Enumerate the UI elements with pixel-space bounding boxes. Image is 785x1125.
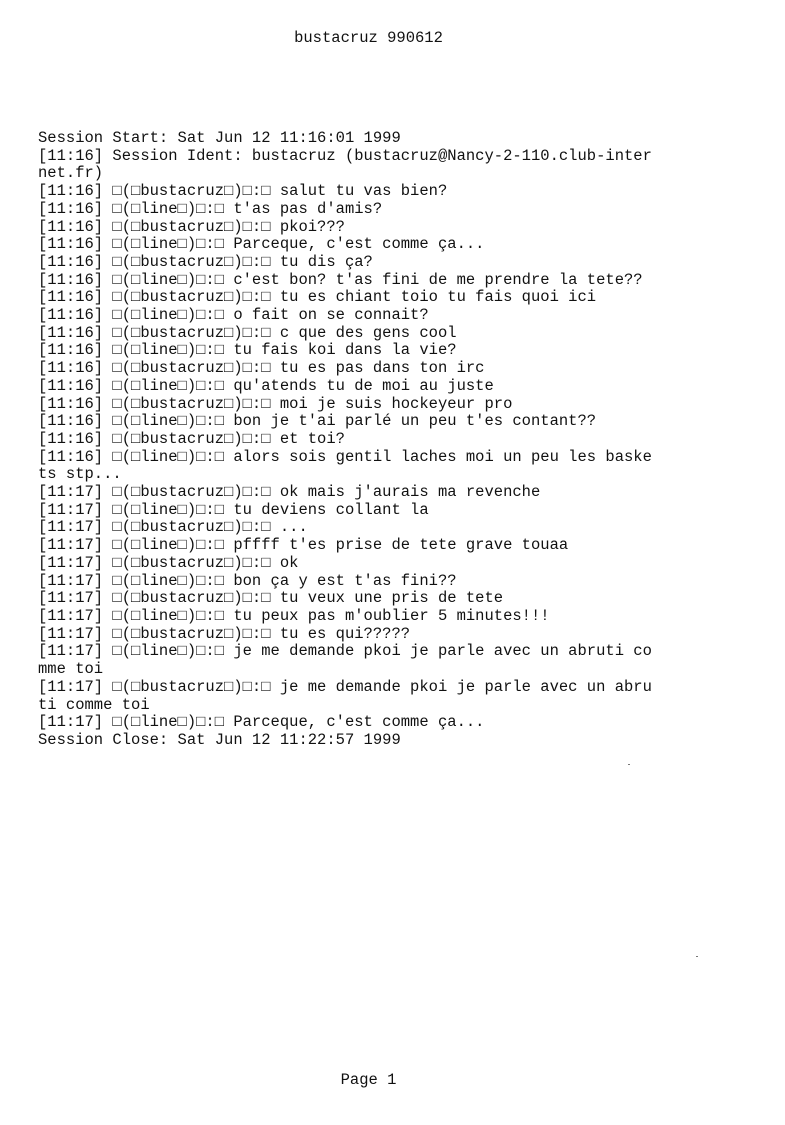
log-line: [11:16] □(□line□)□:□ t'as pas d'amis? <box>38 199 383 218</box>
log-line: [11:16] □(□line□)□:□ alors sois gentil laches moi un peu les baske <box>38 447 652 466</box>
log-line: [11:17] □(□line□)□:□ je me demande pkoi je parle avec un abruti co <box>38 642 652 661</box>
log-line: [11:16] □(□bustacruz□)□:□ tu es chiant toio tu fais quoi ici <box>38 288 597 307</box>
log-line: [11:17] □(□line□)□:□ tu deviens collant la <box>38 500 429 519</box>
log-line: [11:16] □(□bustacruz□)□:□ moi je suis hockeyeur pro <box>38 394 513 413</box>
page-number: Page 1 <box>340 1071 397 1089</box>
log-line: [11:17] □(□bustacruz□)□:□ ok mais j'aurais ma revenche <box>38 483 541 502</box>
log-line: [11:17] □(□bustacruz□)□:□ ... <box>38 518 308 537</box>
log-line: [11:16] □(□bustacruz□)□:□ et toi? <box>38 429 345 448</box>
log-line: [11:16] □(□bustacruz□)□:□ tu es pas dans ton irc <box>38 359 485 378</box>
log-line: [11:17] □(□line□)□:□ Parceque, c'est comme ça... <box>38 713 485 732</box>
log-line: [11:16] □(□line□)□:□ o fait on se connait? <box>38 306 429 325</box>
chat-log <box>38 130 718 750</box>
log-line: [11:16] □(□bustacruz□)□:□ salut tu vas bien? <box>38 182 448 201</box>
log-line: ts stp... <box>38 465 122 484</box>
log-line: [11:16] □(□line□)□:□ c'est bon? t'as fini de me prendre la tete?? <box>38 270 643 289</box>
document-title: bustacruz 990612 <box>294 29 443 47</box>
log-line: ti comme toi <box>38 695 150 714</box>
log-line: [11:16] Session Ident: bustacruz (bustacruz@Nancy-2-110.club-inter <box>38 146 652 165</box>
log-line: [11:17] □(□line□)□:□ pffff t'es prise de tete grave touaa <box>38 536 569 555</box>
log-line: mme toi <box>38 660 104 679</box>
log-line: [11:17] □(□bustacruz□)□:□ tu es qui????? <box>38 624 411 643</box>
scan-speck <box>628 764 630 765</box>
log-line: [11:17] □(□bustacruz□)□:□ ok <box>38 553 299 572</box>
log-line: [11:16] □(□bustacruz□)□:□ pkoi??? <box>38 217 345 236</box>
log-line: [11:17] □(□line□)□:□ bon ça y est t'as fini?? <box>38 571 457 590</box>
log-line: [11:16] □(□line□)□:□ Parceque, c'est comme ça... <box>38 235 485 254</box>
log-line: [11:16] □(□line□)□:□ bon je t'ai parlé un peu t'es contant?? <box>38 412 597 431</box>
log-line: [11:17] □(□bustacruz□)□:□ je me demande pkoi je parle avec un abru <box>38 677 652 696</box>
log-line: [11:16] □(□bustacruz□)□:□ c que des gens cool <box>38 323 457 342</box>
log-line: net.fr) <box>38 164 104 183</box>
log-line: [11:17] □(□bustacruz□)□:□ tu veux une pris de tete <box>38 589 504 608</box>
log-line: Session Start: Sat Jun 12 11:16:01 1999 <box>38 129 401 147</box>
log-line: [11:16] □(□line□)□:□ qu'atends tu de moi au juste <box>38 376 494 395</box>
log-line: [11:17] □(□line□)□:□ tu peux pas m'oublier 5 minutes!!! <box>38 606 550 625</box>
log-line: [11:16] □(□bustacruz□)□:□ tu dis ça? <box>38 252 373 271</box>
log-line: Session Close: Sat Jun 12 11:22:57 1999 <box>38 730 401 749</box>
log-line: [11:16] □(□line□)□:□ tu fais koi dans la vie? <box>38 341 457 360</box>
scan-speck <box>696 956 698 957</box>
